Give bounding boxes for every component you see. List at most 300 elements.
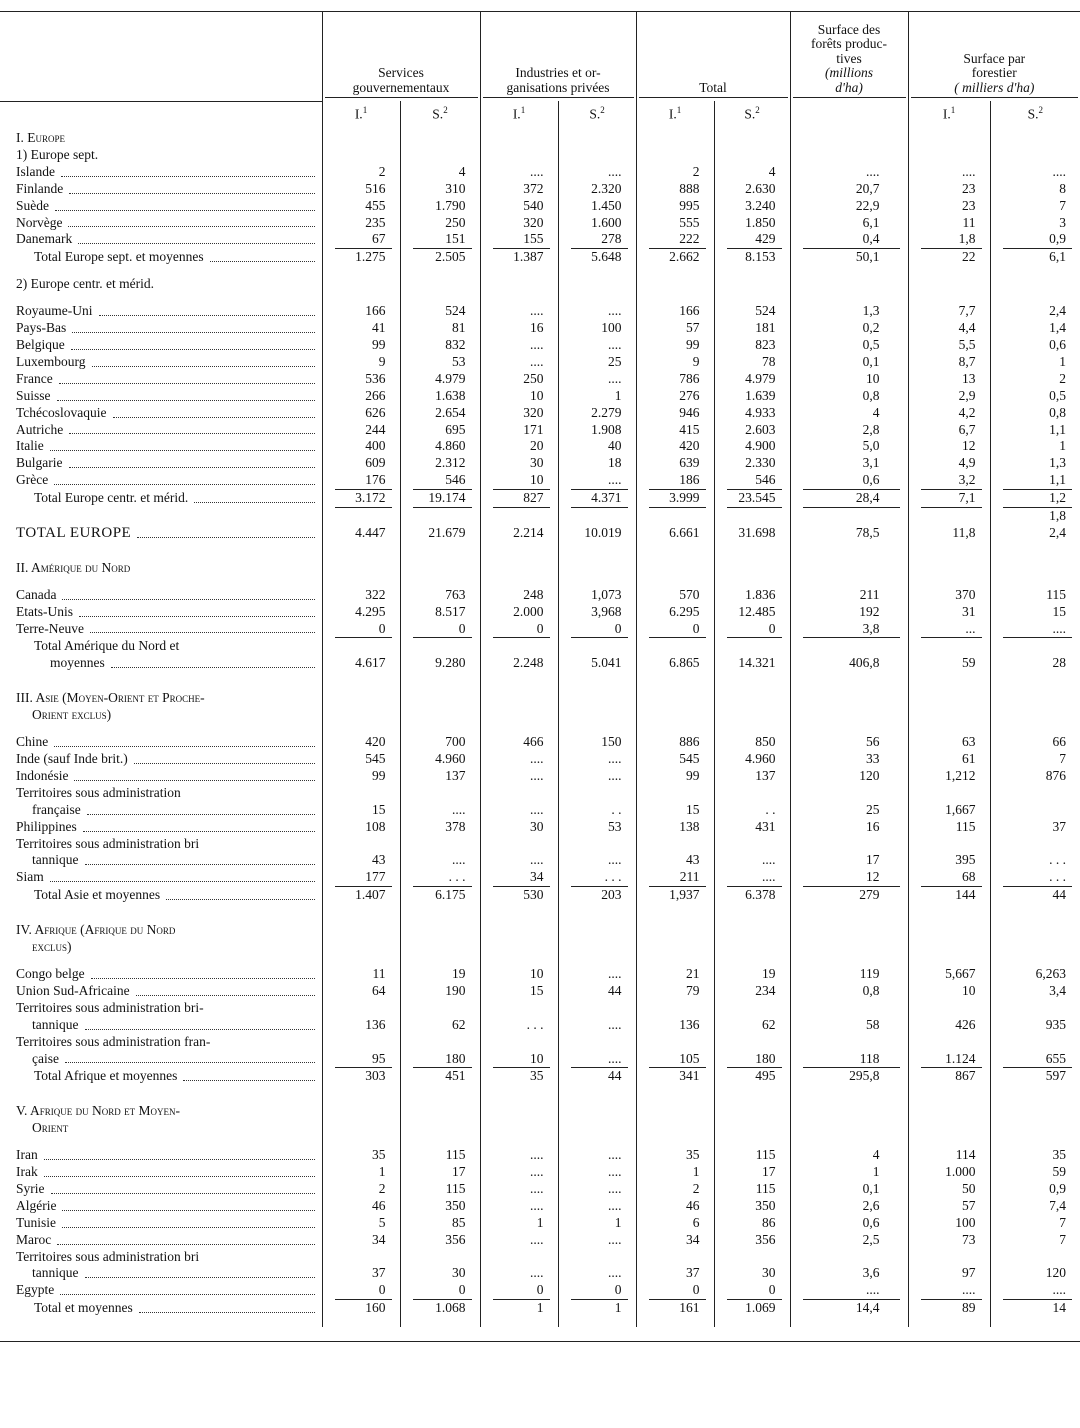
cell-value: 1,667 bbox=[945, 801, 976, 817]
cell-value: 0 bbox=[614, 1282, 622, 1298]
value-cell bbox=[558, 638, 636, 672]
value-cell bbox=[480, 768, 558, 785]
spacer-cell bbox=[990, 293, 1080, 303]
cell-value: 276 bbox=[679, 387, 700, 403]
value-cell bbox=[908, 914, 990, 956]
cell-value: 9.280 bbox=[435, 655, 466, 671]
cell-value: .... bbox=[866, 1282, 880, 1298]
row-label-text: Etats-Unis bbox=[16, 603, 73, 619]
header-surface-forestier bbox=[908, 12, 1080, 101]
value-cell bbox=[480, 682, 558, 724]
cell-value: 2.330 bbox=[745, 455, 776, 471]
row-label-text: Total Europe centr. et mérid. bbox=[34, 490, 189, 506]
value-cell bbox=[790, 490, 908, 507]
cell-value: 67 bbox=[372, 231, 386, 247]
spacer-cell bbox=[790, 956, 908, 966]
cell-value: 30 bbox=[762, 1265, 776, 1281]
value-cell bbox=[790, 887, 908, 904]
subheader-row bbox=[0, 101, 1080, 122]
value-cell bbox=[714, 887, 790, 904]
row-label-text: II. Amérique du Nord bbox=[16, 559, 131, 575]
value-cell bbox=[908, 276, 990, 293]
value-cell bbox=[480, 1147, 558, 1164]
cell-value: 4 bbox=[768, 163, 776, 179]
value-cell bbox=[908, 1164, 990, 1181]
value-cell bbox=[790, 604, 908, 621]
table-row bbox=[0, 587, 1080, 604]
cell-value: 5 bbox=[378, 1214, 386, 1230]
value-cell bbox=[714, 682, 790, 724]
dot-leader bbox=[69, 455, 315, 468]
value-cell bbox=[480, 1215, 558, 1232]
value-cell bbox=[790, 147, 908, 164]
cell-value: 23 bbox=[962, 180, 976, 196]
row-label-text: moyennes bbox=[50, 655, 105, 671]
value-cell bbox=[636, 1232, 714, 1249]
cell-value: 4.860 bbox=[435, 438, 466, 454]
value-cell bbox=[558, 768, 636, 785]
row-label-line bbox=[16, 354, 318, 371]
value-cell bbox=[322, 455, 400, 472]
value-cell bbox=[790, 371, 908, 388]
cell-value: 11,8 bbox=[952, 524, 976, 540]
value-cell bbox=[322, 1095, 400, 1137]
value-cell bbox=[558, 1000, 636, 1034]
value-cell bbox=[990, 490, 1080, 507]
value-cell bbox=[636, 836, 714, 870]
row-label bbox=[0, 1232, 322, 1249]
value-cell bbox=[558, 552, 636, 577]
cell-value: 356 bbox=[445, 1231, 466, 1247]
value-cell bbox=[322, 1181, 400, 1198]
row-label-line bbox=[16, 388, 318, 405]
spacer-cell bbox=[908, 672, 990, 682]
value-cell bbox=[322, 508, 400, 542]
value-cell bbox=[322, 869, 400, 886]
spacer-cell bbox=[0, 724, 322, 734]
spacer-cell bbox=[908, 1317, 990, 1327]
cell-value: 6.378 bbox=[745, 887, 776, 903]
hsf-4: d'ha) bbox=[835, 79, 863, 95]
spacer-cell bbox=[322, 904, 400, 914]
spacer-cell bbox=[636, 956, 714, 966]
cell-value: 4.933 bbox=[745, 404, 776, 420]
cell-value: 10 bbox=[530, 1050, 544, 1066]
value-cell bbox=[908, 164, 990, 181]
value-cell bbox=[714, 455, 790, 472]
cell-value: 3 bbox=[1059, 214, 1067, 230]
value-cell bbox=[990, 1181, 1080, 1198]
value-cell bbox=[990, 181, 1080, 198]
value-cell bbox=[400, 164, 480, 181]
value-cell bbox=[322, 1249, 400, 1283]
value-cell bbox=[990, 768, 1080, 785]
cell-value: 3,968 bbox=[591, 603, 622, 619]
dot-leader bbox=[69, 181, 314, 194]
value-cell bbox=[790, 1215, 908, 1232]
dot-leader bbox=[62, 587, 314, 600]
value-cell bbox=[400, 751, 480, 768]
cell-value: 8 bbox=[1059, 180, 1067, 196]
value-cell bbox=[990, 122, 1080, 147]
cell-value: 0,2 bbox=[862, 320, 880, 336]
cell-value: 1,4 bbox=[1049, 320, 1067, 336]
value-cell bbox=[400, 914, 480, 956]
cell-value: 0,6 bbox=[1049, 336, 1067, 352]
value-cell bbox=[908, 887, 990, 904]
row-label bbox=[0, 552, 322, 577]
value-cell bbox=[400, 638, 480, 672]
spacer-cell bbox=[322, 293, 400, 303]
cell-value: .... bbox=[608, 1231, 622, 1247]
cell-value: 180 bbox=[445, 1050, 466, 1066]
value-cell bbox=[322, 438, 400, 455]
row-label-line bbox=[16, 1147, 318, 1164]
cell-value: 35 bbox=[1052, 1147, 1067, 1163]
spacer-cell bbox=[990, 266, 1080, 276]
value-cell bbox=[714, 819, 790, 836]
value-cell bbox=[400, 966, 480, 983]
spacer-row bbox=[0, 1317, 1080, 1327]
cell-value: 310 bbox=[445, 180, 466, 196]
value-cell bbox=[400, 1215, 480, 1232]
spacer-row bbox=[0, 1137, 1080, 1147]
row-label-line bbox=[16, 621, 318, 638]
dot-leader bbox=[54, 472, 314, 485]
value-cell bbox=[790, 1034, 908, 1068]
dot-leader bbox=[79, 604, 315, 617]
row-label bbox=[0, 1300, 322, 1317]
spacer-cell bbox=[990, 577, 1080, 587]
cell-value: 171 bbox=[523, 421, 544, 437]
cell-value: 4,9 bbox=[958, 455, 976, 471]
cell-value: 395 bbox=[955, 852, 976, 868]
spacer-cell bbox=[714, 672, 790, 682]
hsf-1: forêts produc- bbox=[810, 36, 888, 51]
value-cell bbox=[990, 1068, 1080, 1085]
value-cell bbox=[908, 1232, 990, 1249]
footnote-marker: 2 bbox=[600, 105, 605, 115]
row-label-text: I. Europe bbox=[16, 130, 65, 145]
value-cell bbox=[636, 734, 714, 751]
cell-value: 4.295 bbox=[355, 603, 386, 619]
spacer-cell bbox=[714, 724, 790, 734]
cell-value: 3,8 bbox=[862, 620, 880, 636]
cell-value: 108 bbox=[365, 818, 386, 834]
value-cell bbox=[400, 1300, 480, 1317]
cell-value: 6,263 bbox=[1035, 965, 1067, 981]
subheader-label: I. bbox=[512, 106, 521, 122]
cell-value: 0,9 bbox=[1049, 231, 1067, 247]
cell-value: .... bbox=[608, 1050, 622, 1066]
cell-value: .... bbox=[530, 303, 544, 319]
row-label bbox=[0, 621, 322, 638]
cell-value: 303 bbox=[365, 1068, 386, 1084]
cell-value: 22,9 bbox=[855, 197, 880, 213]
cell-value: .... bbox=[762, 869, 776, 885]
value-cell bbox=[400, 122, 480, 147]
footnote-marker: 1 bbox=[676, 105, 682, 115]
value-cell bbox=[558, 164, 636, 181]
footnote-marker: 1 bbox=[520, 105, 526, 115]
value-cell bbox=[636, 438, 714, 455]
cell-value: 190 bbox=[445, 982, 466, 998]
row-label-line bbox=[16, 1265, 318, 1282]
table-row bbox=[0, 1034, 1080, 1068]
cell-value: .... bbox=[530, 1197, 544, 1213]
value-cell bbox=[322, 1000, 400, 1034]
value-cell bbox=[480, 819, 558, 836]
total-row bbox=[0, 249, 1080, 266]
row-label-text: Royaume-Uni bbox=[16, 303, 93, 319]
cell-value: .... bbox=[530, 163, 544, 179]
value-cell bbox=[908, 1000, 990, 1034]
value-cell bbox=[990, 836, 1080, 870]
cell-value: 1 bbox=[536, 1214, 544, 1230]
spacer-cell bbox=[558, 956, 636, 966]
value-cell bbox=[480, 231, 558, 248]
cell-value: .... bbox=[1052, 1282, 1067, 1298]
value-cell bbox=[990, 1249, 1080, 1283]
spacer-cell bbox=[790, 266, 908, 276]
value-cell bbox=[480, 1164, 558, 1181]
row-label bbox=[0, 819, 322, 836]
value-cell bbox=[400, 231, 480, 248]
section-heading-row bbox=[0, 122, 1080, 147]
row-label-line bbox=[16, 147, 318, 164]
value-cell bbox=[558, 1282, 636, 1299]
total-row bbox=[0, 490, 1080, 507]
cell-value: 62 bbox=[452, 1016, 466, 1032]
value-cell bbox=[400, 1147, 480, 1164]
value-cell bbox=[714, 966, 790, 983]
cell-value: 0 bbox=[536, 1282, 544, 1298]
dot-leader bbox=[78, 231, 314, 244]
spacer-cell bbox=[400, 542, 480, 552]
row-label-text: Territoires sous administration bri- bbox=[16, 999, 204, 1015]
cell-value: 50,1 bbox=[855, 249, 880, 265]
value-cell bbox=[480, 354, 558, 371]
value-cell bbox=[908, 836, 990, 870]
value-cell bbox=[400, 337, 480, 354]
row-label-line bbox=[16, 707, 318, 724]
spacer-cell bbox=[0, 672, 322, 682]
value-cell bbox=[714, 1034, 790, 1068]
value-cell bbox=[322, 303, 400, 320]
cell-value: 536 bbox=[365, 370, 386, 386]
forestry-staff-table bbox=[0, 12, 1080, 1327]
row-label-line bbox=[16, 438, 318, 455]
spacer-cell bbox=[636, 724, 714, 734]
row-label bbox=[0, 276, 322, 293]
value-cell bbox=[400, 371, 480, 388]
value-cell bbox=[636, 887, 714, 904]
value-cell bbox=[558, 438, 636, 455]
row-label-text: Union Sud-Africaine bbox=[16, 982, 130, 998]
row-label bbox=[0, 371, 322, 388]
value-cell bbox=[714, 354, 790, 371]
value-cell bbox=[714, 751, 790, 768]
dot-leader bbox=[92, 354, 315, 367]
cell-value: 46 bbox=[372, 1197, 386, 1213]
value-cell bbox=[990, 422, 1080, 439]
cell-value: 11 bbox=[372, 965, 386, 981]
row-label-text: Total Asie et moyennes bbox=[34, 887, 161, 903]
value-cell bbox=[990, 1147, 1080, 1164]
value-cell bbox=[908, 388, 990, 405]
subheader-label: I. bbox=[354, 106, 363, 122]
row-label-line bbox=[16, 1198, 318, 1215]
value-cell bbox=[322, 1232, 400, 1249]
header-surface-forets bbox=[790, 12, 908, 101]
cell-value: 136 bbox=[365, 1016, 386, 1032]
row-label-text: III. Asie (Moyen-Orient et Proche- bbox=[16, 690, 205, 706]
table-row bbox=[0, 422, 1080, 439]
value-cell bbox=[400, 587, 480, 604]
cell-value: .... bbox=[608, 767, 622, 783]
row-label-text: Siam bbox=[16, 869, 44, 885]
value-cell bbox=[400, 621, 480, 638]
spacer-cell bbox=[558, 1085, 636, 1095]
spacer-row bbox=[0, 904, 1080, 914]
row-label-text: Total Amérique du Nord et bbox=[34, 638, 180, 654]
value-cell bbox=[990, 354, 1080, 371]
row-label-text: Total Afrique et moyennes bbox=[34, 1068, 178, 1084]
cell-value: 5.648 bbox=[591, 249, 622, 265]
table-row bbox=[0, 215, 1080, 232]
cell-value: 695 bbox=[445, 421, 466, 437]
value-cell bbox=[636, 785, 714, 819]
row-label-line bbox=[16, 198, 318, 215]
row-label-line bbox=[16, 939, 318, 956]
cell-value: 78,5 bbox=[855, 524, 880, 540]
value-cell bbox=[322, 490, 400, 507]
row-label-line bbox=[16, 1282, 318, 1299]
subheader-label: S. bbox=[1027, 106, 1039, 122]
cell-value: 7 bbox=[1059, 1214, 1067, 1230]
table-row bbox=[0, 164, 1080, 181]
cell-value: .... bbox=[608, 303, 622, 319]
cell-value: 4.960 bbox=[435, 751, 466, 766]
value-cell bbox=[480, 1000, 558, 1034]
cell-value: 59 bbox=[962, 655, 976, 671]
value-cell bbox=[990, 819, 1080, 836]
subheader-label: I. bbox=[942, 106, 951, 122]
value-cell bbox=[558, 1215, 636, 1232]
cell-value: 248 bbox=[523, 586, 544, 602]
value-cell bbox=[714, 276, 790, 293]
value-cell bbox=[558, 215, 636, 232]
label-column-header bbox=[0, 12, 322, 101]
table-body bbox=[0, 122, 1080, 1327]
dot-leader bbox=[136, 983, 315, 996]
value-cell bbox=[908, 320, 990, 337]
value-cell bbox=[636, 249, 714, 266]
cell-value: 495 bbox=[755, 1068, 776, 1084]
dot-leader bbox=[72, 320, 314, 333]
value-cell bbox=[908, 1068, 990, 1085]
row-label-text: Territoires sous administration bbox=[16, 784, 181, 800]
value-cell bbox=[400, 768, 480, 785]
cell-value: 9 bbox=[692, 353, 700, 369]
value-cell bbox=[480, 604, 558, 621]
cell-value: 1,8 bbox=[958, 231, 976, 247]
value-cell bbox=[558, 751, 636, 768]
value-cell bbox=[714, 122, 790, 147]
cell-value: 68 bbox=[962, 869, 976, 885]
cell-value: 429 bbox=[755, 231, 776, 247]
value-cell bbox=[636, 1249, 714, 1283]
value-cell bbox=[322, 1164, 400, 1181]
value-cell bbox=[636, 122, 714, 147]
table-row bbox=[0, 751, 1080, 768]
cell-value: 6.661 bbox=[669, 524, 700, 540]
value-cell bbox=[714, 1300, 790, 1317]
cell-value: 1,212 bbox=[945, 767, 976, 783]
spacer-cell bbox=[400, 672, 480, 682]
spacer-cell bbox=[480, 293, 558, 303]
cell-value: 1 bbox=[536, 1300, 544, 1316]
row-label-text: Irak bbox=[16, 1164, 38, 1180]
row-label-line bbox=[34, 887, 318, 904]
cell-value: 44 bbox=[608, 1068, 622, 1084]
row-label-line bbox=[16, 181, 318, 198]
subheader-label: I. bbox=[668, 106, 677, 122]
value-cell bbox=[908, 215, 990, 232]
row-label-text: Tchécoslovaquie bbox=[16, 404, 107, 420]
row-label-line bbox=[16, 337, 318, 354]
value-cell bbox=[636, 869, 714, 886]
cell-value: 99 bbox=[372, 767, 386, 783]
cell-value: 6,1 bbox=[1049, 249, 1067, 265]
row-label bbox=[0, 966, 322, 983]
row-label-line bbox=[16, 560, 318, 577]
value-cell bbox=[714, 914, 790, 956]
spacer-cell bbox=[790, 577, 908, 587]
value-cell bbox=[990, 966, 1080, 983]
value-cell bbox=[480, 1249, 558, 1283]
cell-value: 2,6 bbox=[862, 1197, 880, 1213]
value-cell bbox=[908, 422, 990, 439]
value-cell bbox=[558, 455, 636, 472]
value-cell bbox=[322, 1300, 400, 1317]
cell-value: 30 bbox=[530, 455, 544, 471]
subheader-specialist bbox=[400, 101, 480, 122]
value-cell bbox=[990, 887, 1080, 904]
value-cell bbox=[558, 836, 636, 870]
value-cell bbox=[790, 785, 908, 819]
table-row bbox=[0, 1198, 1080, 1215]
row-label bbox=[0, 1249, 322, 1283]
spacer-cell bbox=[636, 542, 714, 552]
spacer-cell bbox=[714, 1085, 790, 1095]
value-cell bbox=[322, 552, 400, 577]
value-cell bbox=[714, 552, 790, 577]
cell-value: 10 bbox=[530, 472, 544, 488]
cell-value: 97 bbox=[962, 1265, 976, 1281]
footnote-marker: 1 bbox=[950, 105, 956, 115]
value-cell bbox=[400, 819, 480, 836]
value-cell bbox=[636, 164, 714, 181]
value-cell bbox=[908, 122, 990, 147]
value-cell bbox=[908, 682, 990, 724]
cell-value: .... bbox=[530, 1147, 544, 1163]
value-cell bbox=[714, 836, 790, 870]
cell-value: 115 bbox=[1046, 586, 1067, 602]
cell-value: 4,2 bbox=[958, 404, 976, 420]
value-cell bbox=[714, 422, 790, 439]
cell-value: 4.617 bbox=[355, 655, 386, 671]
